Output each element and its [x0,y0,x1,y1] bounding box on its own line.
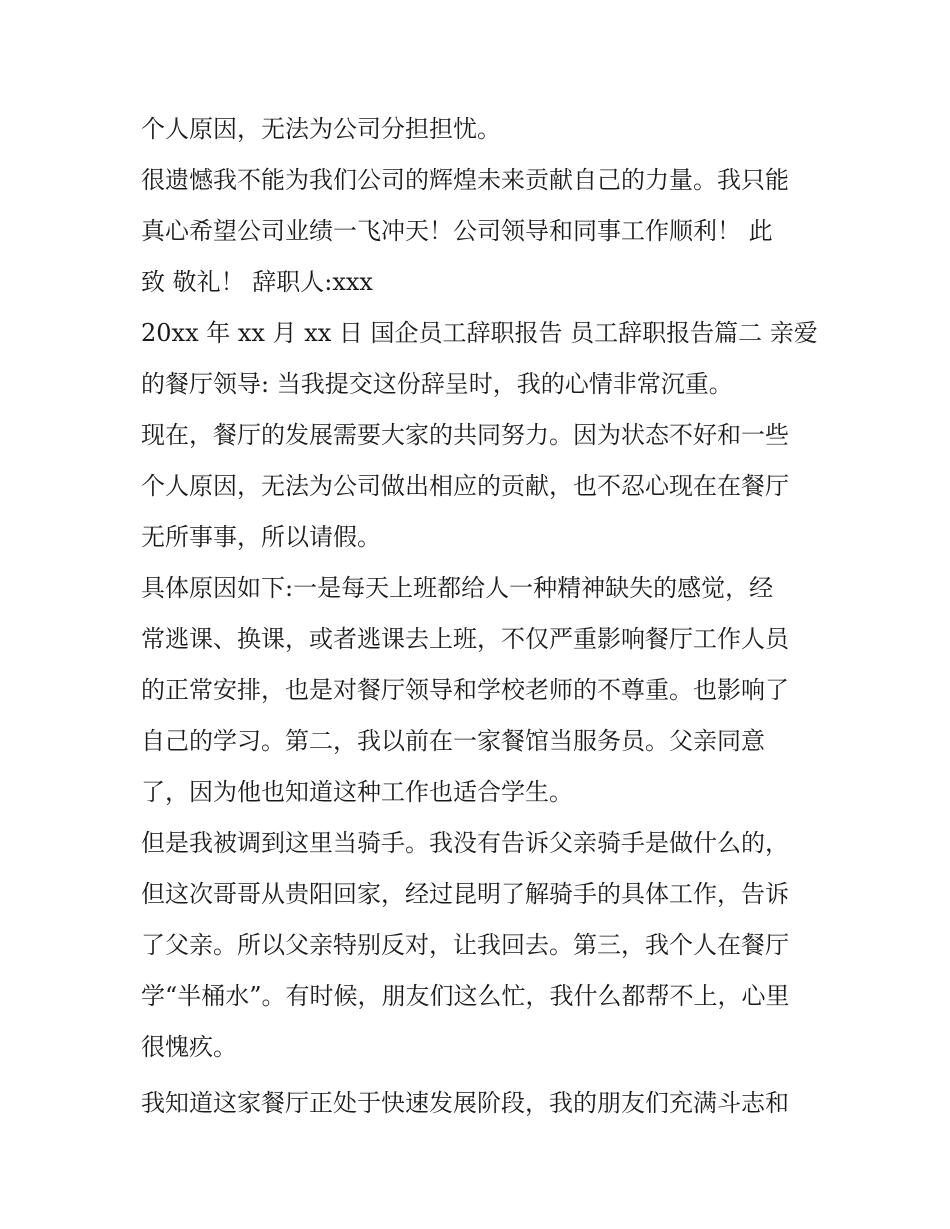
text-line: 了父亲。所以父亲特别反对，让我回去。第三，我个人在餐厅 [141,931,789,959]
text-line: 的正常安排，也是对餐厅领导和学校老师的不尊重。也影响了 [141,676,789,704]
text-line: 现在，餐厅的发展需要大家的共同努力。因为状态不好和一些 [141,421,789,449]
document-body [141,104,821,1129]
text-line: 常逃课、换课，或者逃课去上班，不仅严重影响餐厅工作人员 [141,625,789,653]
text-line: 20xx 年 xx 月 xx 日 国企员工辞职报告 员工辞职报告篇二 亲爱 [141,319,818,347]
text-line: 无所事事，所以请假。 [141,523,381,551]
text-line: 的餐厅领导: 当我提交这份辞呈时，我的心情非常沉重。 [141,370,733,398]
text-line: 自己的学习。第二，我以前在一家餐馆当服务员。父亲同意 [141,727,765,755]
text-line: 个人原因，无法为公司做出相应的贡献，也不忍心现在在餐厅 [141,472,789,500]
text-line: 真心希望公司业绩一飞冲天！公司领导和同事工作顺利！ 此 [141,217,773,245]
text-line: 但这次哥哥从贵阳回家，经过昆明了解骑手的具体工作，告诉 [141,880,789,908]
text-line: 具体原因如下:一是每天上班都给人一种精神缺失的感觉，经 [141,574,774,602]
text-line: 很愧疚。 [141,1033,237,1061]
text-line: 个人原因，无法为公司分担担忧。 [141,115,501,143]
text-line: 很遗憾我不能为我们公司的辉煌未来贡献自己的力量。我只能 [141,166,789,194]
text-line: 致 敬礼！ 辞职人:xxx [141,268,373,296]
text-line: 学“半桶水”。有时候，朋友们这么忙，我什么都帮不上，心里 [141,982,790,1010]
text-line: 但是我被调到这里当骑手。我没有告诉父亲骑手是做什么的， [141,829,789,857]
text-line: 了，因为他也知道这种工作也适合学生。 [141,778,573,806]
text-line: 我知道这家餐厅正处于快速发展阶段，我的朋友们充满斗志和 [141,1089,789,1117]
